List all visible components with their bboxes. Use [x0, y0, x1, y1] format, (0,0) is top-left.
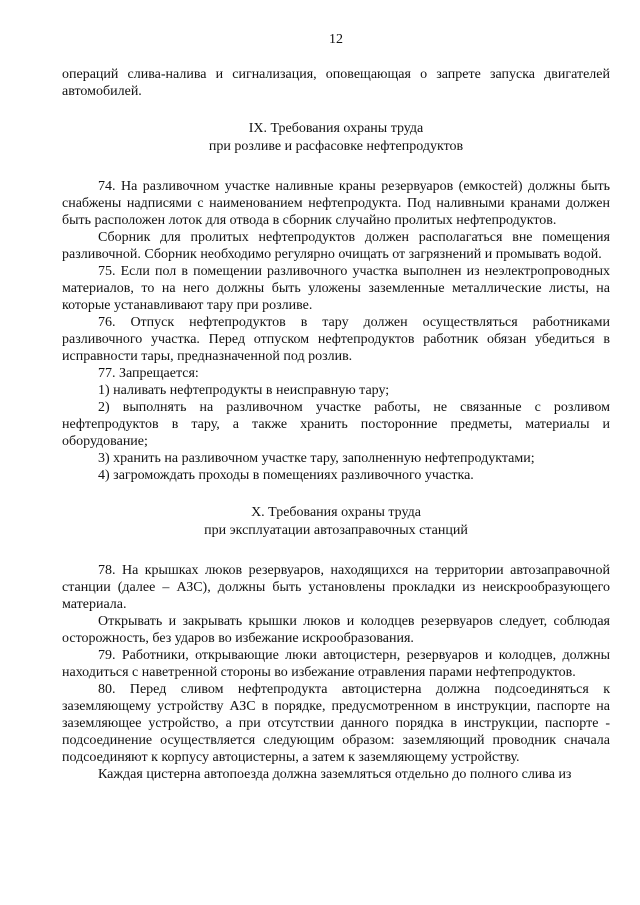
list-item-4: 4) загромождать проходы в помещениях разливочного участка.: [98, 468, 474, 483]
paragraph-79: 79. Работники, открывающие люки автоцистерн, резервуаров и колодцев, должны находиться с наветренной стороны во избежание отравления парами нефтепродуктов.: [62, 648, 610, 680]
page-number: 12: [329, 32, 343, 47]
intro-paragraph: операций слива-налива и сигнализация, оповещающая о запрете запуска двигателей автомобилей.: [62, 67, 610, 99]
section-10-title: X. Требования охраны труда: [251, 505, 421, 520]
paragraph-78-continued: Открывать и закрывать крышки люков и колодцев резервуаров следует, соблюдая осторожность, без ударов во избежание искрообразования.: [62, 614, 610, 646]
list-item-3: 3) хранить на разливочном участке тару, заполненную нефтепродуктами;: [98, 451, 535, 466]
list-item-1: 1) наливать нефтепродукты в неисправную тару;: [98, 383, 390, 398]
section-10-subtitle: при эксплуатации автозаправочных станций: [204, 523, 468, 538]
section-9-heading: [62, 120, 610, 156]
paragraph-80: 80. Перед сливом нефтепродукта автоцистерна должна подсоединяться к заземляющему устройству АЗС в порядке, предусмотренном в инструкции, паспорте на заземляющее устройство, а при отсутствии данного порядка в инструкции, паспорте - подсоединение осуществляется следующим образом: заземляющий проводник сначала подсоединяют к корпусу автоцистерны, а затем к заземляющему устройству.: [62, 682, 610, 765]
paragraph-80-continued: Каждая цистерна автопоезда должна заземляться отдельно до полного слива из: [98, 767, 572, 782]
paragraph-75: 75. Если пол в помещении разливочного участка выполнен из неэлектропроводных материалов, то на него должны быть уложены заземленные металлические листы, на которые устанавливают тару при розливе.: [62, 264, 610, 313]
paragraph-77: 77. Запрещается:: [98, 366, 199, 381]
paragraph-76: 76. Отпуск нефтепродуктов в тару должен осуществляться работниками разливочного участка. Перед отпуском нефтепродуктов работник обязан убедиться в исправности тары, предназначенной под розлив.: [62, 315, 610, 364]
paragraph-74: 74. На разливочном участке наливные краны резервуаров (емкостей) должны быть снабжены надписями с наименованием нефтепродукта. Под наливными кранами должен быть расположен лоток для отвода в сборник случайно пролитых нефтепродуктов.: [62, 179, 610, 228]
paragraph-78: 78. На крышках люков резервуаров, находящихся на территории автозаправочной станции (далее – АЗС), должны быть установлены прокладки из неискрообразующего материала.: [62, 563, 610, 612]
section-9-subtitle: при розливе и расфасовке нефтепродуктов: [208, 139, 464, 154]
section-10-heading: [62, 504, 610, 540]
list-item-2: 2) выполнять на разливочном участке работы, не связанные с розливом нефтепродуктов в тару, а также хранить посторонние предметы, материалы и оборудование;: [62, 400, 610, 449]
paragraph-74-continued: Сборник для пролитых нефтепродуктов должен располагаться вне помещения разливочной. Сборник необходимо регулярно очищать от загрязнений и промывать водой.: [62, 230, 610, 262]
section-9-title: IX. Требования охраны труда: [248, 121, 424, 136]
